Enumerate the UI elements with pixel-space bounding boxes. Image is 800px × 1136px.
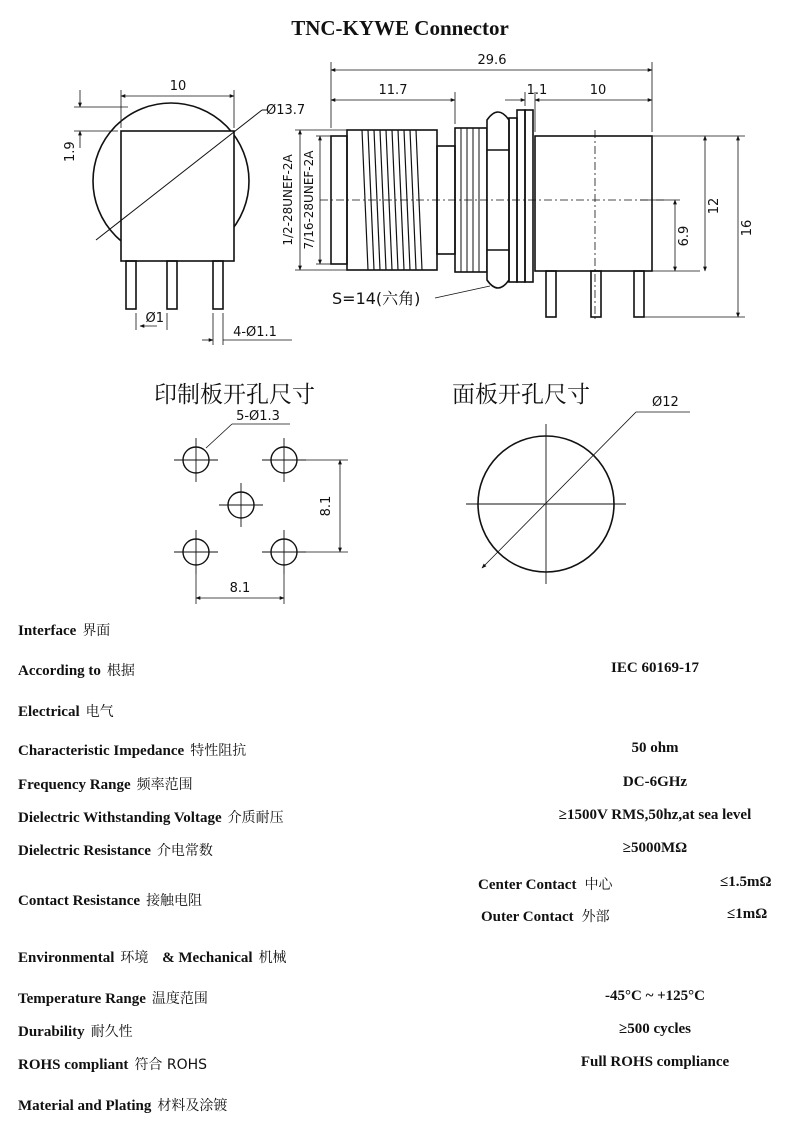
panel-cutout [466,412,690,584]
dielectric-resistance-value: ≥5000MΩ [622,840,688,856]
dwv-value: ≥1500V RMS,50hz,at sea level [558,807,752,823]
side-length-dim: 29.6 [477,53,507,68]
side-height-a: 6.9 [677,225,692,247]
outer-contact-label: Outer Contact 外部 [481,909,610,925]
front-width-dim: 10 [169,79,187,94]
temperature-value: -45°C ~ +125°C [604,988,706,1004]
side-thread-length-dim: 11.7 [378,83,408,98]
side-height-b: 12 [707,197,722,215]
according-to-value: IEC 60169-17 [611,660,699,676]
spec-row-dwv: Dielectric Withstanding Voltage 介质耐压 [18,810,284,826]
front-pins-dim: 4-Ø1.1 [233,325,277,340]
spec-row-dielectric-resistance: Dielectric Resistance 介电常数 [18,843,213,859]
spec-row-interface: Interface 界面 [18,623,111,639]
impedance-value: 50 ohm [631,740,679,756]
side-flange-dim: 1.1 [526,83,548,98]
side-hex-note: S=14(六角) [332,289,421,308]
panel-cutout-caption: 面板开孔尺寸 [452,382,590,408]
front-pin [126,261,136,309]
spec-row-durability: Durability 耐久性 [18,1024,133,1040]
front-diameter-dim: Ø13.7 [266,103,306,118]
frequency-value: DC-6GHz [622,774,688,790]
side-view [295,62,745,322]
front-pin [213,261,223,309]
outer-contact-value: ≤1mΩ [727,906,768,922]
center-contact-label: Center Contact 中心 [478,877,613,893]
spec-row-impedance: Characteristic Impedance 特性阻抗 [18,743,247,759]
spec-row-temperature: Temperature Range 温度范围 [18,991,208,1007]
spec-row-rohs: ROHS compliant 符合 ROHS [18,1057,208,1073]
rohs-value: Full ROHS compliance [580,1054,730,1070]
center-contact-value: ≤1.5mΩ [720,874,772,890]
front-view [74,90,292,345]
pcb-spacing-v: 8.1 [319,495,334,517]
spec-row-environmental: Environmental 环境 & Mechanical 机械 [18,950,287,966]
side-body-dim: 10 [589,83,607,98]
front-pin [167,261,177,309]
durability-value: ≥500 cycles [619,1021,691,1037]
spec-row-frequency: Frequency Range 频率范围 [18,777,193,793]
front-offset-dim: 1.9 [63,141,78,162]
document-title: TNC-KYWE Connector [291,16,509,40]
panel-diameter-dim: Ø12 [652,395,679,410]
pcb-layout-caption: 印制板开孔尺寸 [154,382,315,408]
pcb-holes-dim: 5-Ø1.3 [236,409,280,424]
spec-row-electrical: Electrical 电气 [18,704,114,720]
front-body-square [121,131,234,261]
side-thread-b: 7/16-28UNEF-2A [302,150,316,250]
spec-row-material: Material and Plating 材料及涂镀 [18,1098,228,1114]
side-height-c: 16 [740,219,755,237]
pcb-spacing-h: 8.1 [229,581,251,596]
spec-row-contact-resistance: Contact Resistance 接触电阻 [18,893,203,909]
front-pin-dim: Ø1 [145,311,164,326]
spec-row-according-to: According to 根据 [18,663,135,679]
side-thread-a: 1/2-28UNEF-2A [281,154,295,246]
